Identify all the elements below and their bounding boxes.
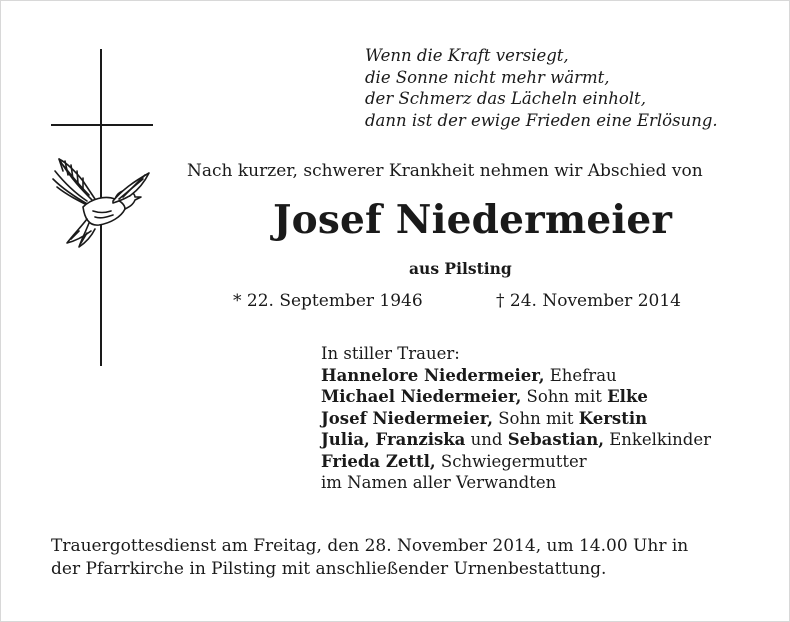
- mourner-entry: [321, 429, 761, 451]
- mourner-entry: [321, 451, 761, 473]
- poem-line: der Schmerz das Lächeln einholt,: [365, 89, 646, 108]
- deceased-name: Josef Niedermeier: [273, 197, 673, 243]
- mourner-entry: [321, 365, 761, 387]
- mourner-relation: Sohn mit: [521, 387, 608, 406]
- mourner-name: Frieda Zettl,: [321, 451, 436, 471]
- intro-text: Nach kurzer, schwerer Krankheit nehmen wir Abschied von: [187, 161, 703, 181]
- service-line: der Pfarrkirche in Pilsting mit anschließender Urnenbestattung.: [51, 558, 607, 579]
- birth-date: * 22. September 1946: [233, 291, 423, 311]
- mourner-name: Hannelore Niedermeier,: [321, 365, 545, 385]
- mourner-relation: Enkelkinder: [603, 430, 712, 449]
- service-info: [51, 535, 751, 580]
- mourners-closing: im Namen aller Verwandten: [321, 473, 557, 492]
- mourner-relation: Ehefrau: [544, 365, 617, 385]
- dove-icon: [49, 151, 153, 251]
- mourner-name: Michael Niedermeier,: [321, 387, 522, 406]
- poem-line: Wenn die Kraft versiegt,: [365, 46, 569, 65]
- mourner-entry: [321, 408, 761, 430]
- mourner-relation: Schwiegermutter: [435, 451, 587, 471]
- mourners-heading: In stiller Trauer:: [321, 344, 460, 363]
- death-date: † 24. November 2014: [496, 291, 681, 311]
- mourners-list: [321, 343, 761, 494]
- mourner-name: Julia, Franziska: [321, 430, 466, 449]
- mourner-relation: Sohn mit: [492, 408, 579, 428]
- mourner-partner: Kerstin: [578, 408, 648, 428]
- deceased-origin: aus Pilsting: [409, 259, 512, 278]
- mourner-partner: Elke: [607, 387, 648, 406]
- cross-icon-bar: [51, 124, 153, 126]
- mourner-entry: [321, 386, 761, 408]
- poem-line: dann ist der ewige Frieden eine Erlösung.: [365, 110, 718, 130]
- service-line: Trauergottesdienst am Freitag, den 28. November 2014, um 14.00 Uhr in: [51, 536, 689, 556]
- mourner-connector: und: [465, 430, 508, 449]
- mourner-name: Sebastian,: [507, 430, 604, 449]
- mourner-name: Josef Niedermeier,: [321, 408, 493, 428]
- poem-line: die Sonne nicht mehr wärmt,: [365, 67, 610, 87]
- poem: [365, 45, 765, 131]
